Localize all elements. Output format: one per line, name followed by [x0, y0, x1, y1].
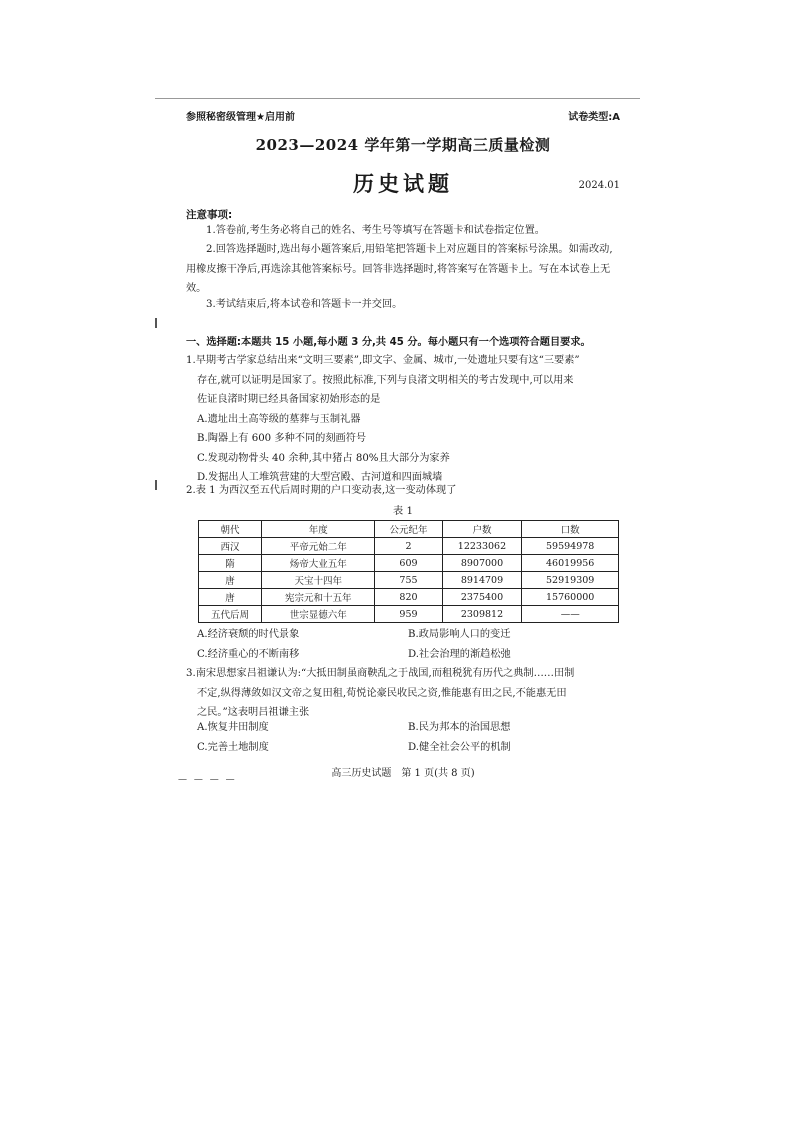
table-header-cell: 朝代 — [199, 521, 262, 538]
note-item-3: 3.考试结束后,将本试卷和答题卡一并交回。 — [206, 299, 403, 310]
table-cell: 宪宗元和十五年 — [262, 589, 375, 606]
table-row — [199, 572, 619, 589]
top-rule — [155, 98, 640, 99]
table-row — [199, 555, 619, 572]
question-3-option-b: B.民为邦本的治国思想 — [408, 722, 511, 733]
question-1-stem-cont: 存在,就可以证明是国家了。按照此标准,下列与良渚文明相关的考古发现中,可以用来 — [197, 374, 574, 386]
note-item-1: 1.答卷前,考生务必将自己的姓名、考生号等填写在答题卡和试卷指定位置。 — [206, 225, 545, 236]
question-3-options — [197, 718, 617, 758]
exam-title: 2023—2024 学年第一学期高三质量检测 — [255, 136, 551, 154]
table-row — [199, 589, 619, 606]
question-1-stem-cont: 佐证良渚时期已经具备国家初始形态的是 — [197, 394, 381, 405]
table-cell: 755 — [375, 572, 442, 589]
table-cell: 天宝十四年 — [262, 572, 375, 589]
table-cell: 59594978 — [522, 538, 619, 555]
header-row — [186, 108, 620, 124]
table-header-cell: 口数 — [522, 521, 619, 538]
question-1-option-b: B.陶器上有 600 多种不同的刻画符号 — [197, 433, 367, 444]
table-cell: 12233062 — [442, 538, 522, 555]
question-2-options — [197, 625, 617, 665]
question-3-stem-cont: 之民。”这表明吕祖谦主张 — [197, 707, 310, 718]
table-cell: 52919309 — [522, 572, 619, 589]
question-1-stem: 1.早期考古学家总结出来“文明三要素”,即文字、金属、城市,一处遗址只要有这“三要素” — [186, 355, 580, 366]
question-2-option-c: C.经济重心的不断南移 — [197, 648, 300, 660]
question-2-option-a: A.经济衰颓的时代景象 — [197, 629, 300, 640]
table-cell: 8914709 — [442, 572, 522, 589]
question-3-stem-cont: 不定,纵得薄敛如汉文帝之复田租,荀悦论豪民收民之资,惟能惠有田之民,不能惠无田 — [197, 687, 567, 699]
question-3-option-c: C.完善土地制度 — [197, 741, 269, 753]
table-cell: 8907000 — [442, 555, 522, 572]
table-cell: 15760000 — [522, 589, 619, 606]
section-heading: 一、选择题:本题共 15 小题,每小题 3 分,共 45 分。每小题只有一个选项符合题目要求。 — [186, 337, 591, 348]
table-caption: 表 1 — [393, 506, 413, 517]
table-cell: 959 — [375, 606, 442, 623]
table-cell: 隋 — [199, 555, 262, 572]
question-3 — [186, 664, 620, 723]
table-cell: 世宗显德六年 — [262, 606, 375, 623]
question-1-option-c: C.发现动物骨头 40 余种,其中猪占 80%且大部分为家养 — [197, 452, 450, 464]
table-header-cell: 户数 — [442, 521, 522, 538]
table-cell: 西汉 — [199, 538, 262, 555]
table-cell: 2309812 — [442, 606, 522, 623]
note-item-2: 2.回答选择题时,选出每小题答案后,用铅笔把答题卡上对应题目的答案标号涂黑。如需改动,用橡皮擦干净后,再选涂其他答案标号。回答非选择题时,将答案写在答题卡上。写在本试卷上无效。 — [186, 244, 613, 294]
question-1-option-a: A.遗址出土高等级的墓葬与玉制礼器 — [197, 413, 361, 425]
question-3-stem: 3.南宋思想家吕祖谦认为:“大抵田制虽商鞅乱之于战国,而租税犹有历代之典制……田制 — [186, 668, 575, 679]
table-cell: 五代后周 — [199, 606, 262, 623]
margin-mark — [155, 318, 157, 328]
table-cell: 2375400 — [442, 589, 522, 606]
table-cell: 平帝元始二年 — [262, 538, 375, 555]
table-header-cell: 公元纪年 — [375, 521, 442, 538]
exam-date: 2024.01 — [578, 180, 620, 191]
question-1-option-d: D.发掘出人工堆筑营建的大型宫殿、古河道和四面城墙 — [197, 472, 443, 483]
page-footer: 高三历史试题 第 1 页(共 8 页) — [331, 768, 475, 779]
table-cell: 609 — [375, 555, 442, 572]
margin-mark — [155, 480, 157, 490]
table-cell: 820 — [375, 589, 442, 606]
table-row — [199, 606, 619, 623]
population-table — [198, 520, 619, 623]
confidentiality-label: 参照秘密级管理★启用前 — [186, 112, 295, 123]
paper-type-label: 试卷类型:A — [568, 112, 620, 123]
subject-title: 历史试题 — [353, 172, 453, 196]
question-1 — [186, 351, 620, 488]
table-header-cell: 年度 — [262, 521, 375, 538]
table-cell: 46019956 — [522, 555, 619, 572]
question-2-option-b: B.政局影响人口的变迁 — [408, 629, 511, 640]
question-2-option-d: D.社会治理的渐趋松弛 — [408, 648, 511, 660]
corner-dash-mark: — — — — — [178, 775, 237, 785]
notes-title: 注意事项: — [186, 209, 233, 221]
question-3-option-d: D.健全社会公平的机制 — [408, 741, 511, 753]
table-cell: 唐 — [199, 589, 262, 606]
table-cell: 2 — [375, 538, 442, 555]
table-cell: 炀帝大业五年 — [262, 555, 375, 572]
table-row — [199, 538, 619, 555]
table-cell: —— — [522, 606, 619, 623]
question-2-stem: 2.表 1 为西汉至五代后周时期的户口变动表,这一变动体现了 — [186, 485, 457, 496]
table-cell: 唐 — [199, 572, 262, 589]
table-header-row — [199, 521, 619, 538]
question-3-option-a: A.恢复井田制度 — [197, 722, 269, 733]
